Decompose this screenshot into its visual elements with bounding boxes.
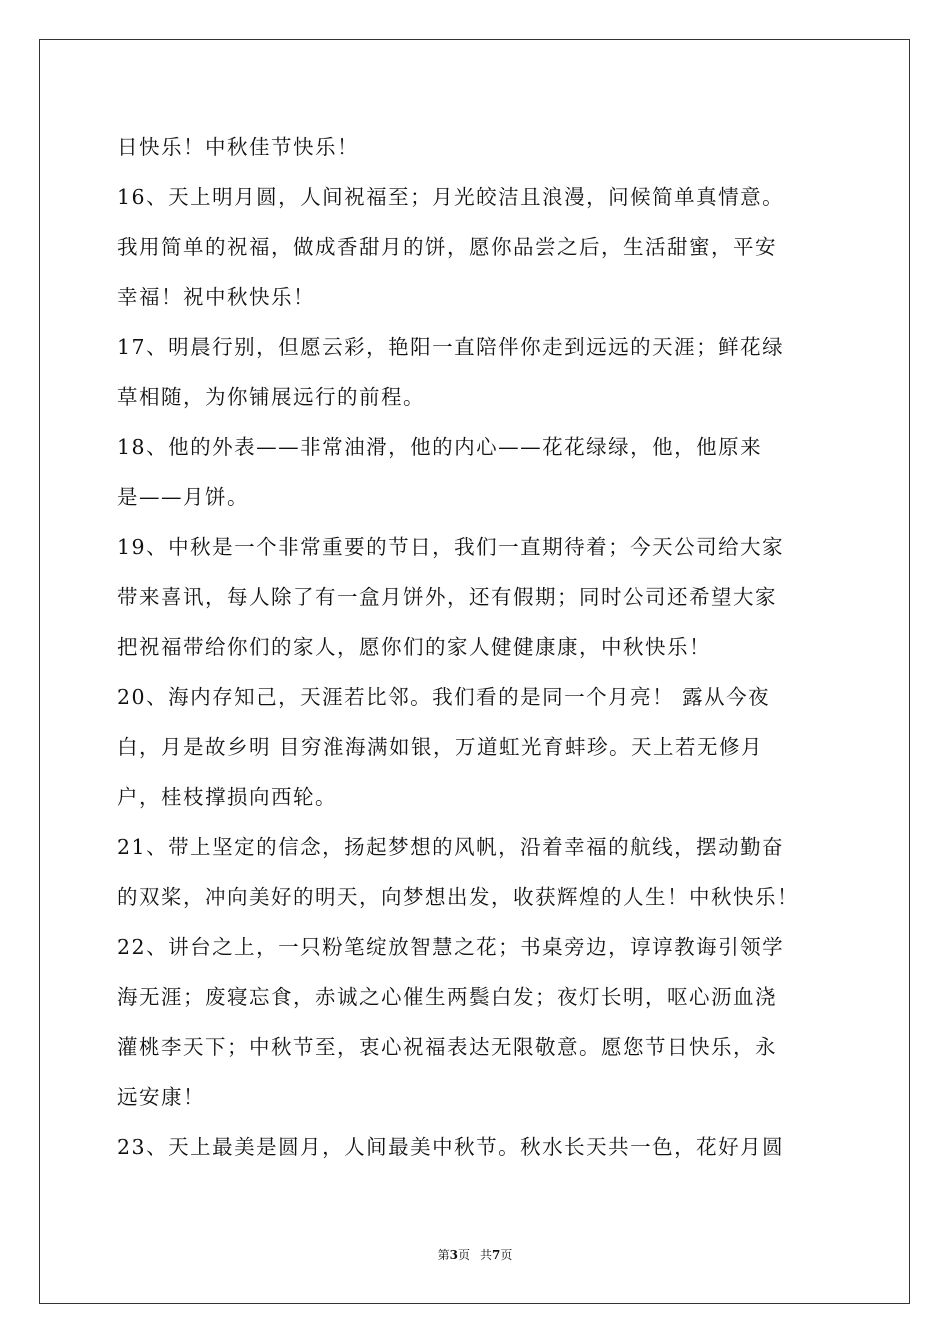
text-line-9: 19、中秋是一个非常重要的节日，我们一直期待着；今天公司给大家	[117, 535, 785, 559]
text-line-14: 户，桂枝撑损向西轮。	[117, 785, 337, 809]
text-line-13: 白，月是故乡明 目穷淮海满如银，万道虹光育蚌珍。天上若无修月	[117, 735, 764, 759]
total-suffix: 页	[500, 1248, 513, 1262]
text-line-16: 的双桨，冲向美好的明天，向梦想出发，收获辉煌的人生！中秋快乐！	[117, 885, 799, 909]
page-footer	[0, 1246, 950, 1264]
text-line-18: 海无涯；废寝忘食，赤诚之心催生两鬓白发；夜灯长明，呕心沥血浇	[117, 985, 777, 1009]
text-line-19: 灌桃李天下；中秋节至，衷心祝福表达无限敬意。愿您节日快乐，永	[117, 1035, 777, 1059]
document-body	[117, 122, 837, 1172]
text-line-6: 草相随，为你铺展远行的前程。	[117, 385, 425, 409]
text-line-17: 22、讲台之上，一只粉笔绽放智慧之花；书桌旁边，谆谆教诲引领学	[117, 935, 785, 959]
text-line-2: 16、天上明月圆，人间祝福至；月光皎洁且浪漫，问候简单真情意。	[117, 185, 785, 209]
text-line-3: 我用简单的祝福，做成香甜月的饼，愿你品尝之后，生活甜蜜，平安	[117, 235, 777, 259]
text-line-4: 幸福！祝中秋快乐！	[117, 285, 315, 309]
text-line-20: 远安康！	[117, 1085, 205, 1109]
text-line-5: 17、明晨行别，但愿云彩，艳阳一直陪伴你走到远远的天涯；鲜花绿	[117, 335, 785, 359]
total-pages: 7	[492, 1248, 501, 1262]
text-line-1: 日快乐！中秋佳节快乐！	[117, 135, 359, 159]
text-line-8: 是——月饼。	[117, 485, 249, 509]
text-line-15: 21、带上坚定的信念，扬起梦想的风帆，沿着幸福的航线，摆动勤奋	[117, 835, 785, 859]
total-prefix: 共	[480, 1248, 493, 1262]
page-prefix: 第	[437, 1248, 450, 1262]
text-line-21: 23、天上最美是圆月，人间最美中秋节。秋水长天共一色，花好月圆	[117, 1135, 785, 1159]
text-line-11: 把祝福带给你们的家人，愿你们的家人健健康康，中秋快乐！	[117, 635, 711, 659]
text-line-12: 20、海内存知己，天涯若比邻。我们看的是同一个月亮！ 露从今夜	[117, 685, 771, 709]
text-line-10: 带来喜讯，每人除了有一盒月饼外，还有假期；同时公司还希望大家	[117, 585, 777, 609]
text-line-7: 18、他的外表——非常油滑，他的内心——花花绿绿，他，他原来	[117, 435, 763, 459]
page-number: 3	[449, 1248, 458, 1262]
page-suffix: 页	[457, 1248, 470, 1262]
